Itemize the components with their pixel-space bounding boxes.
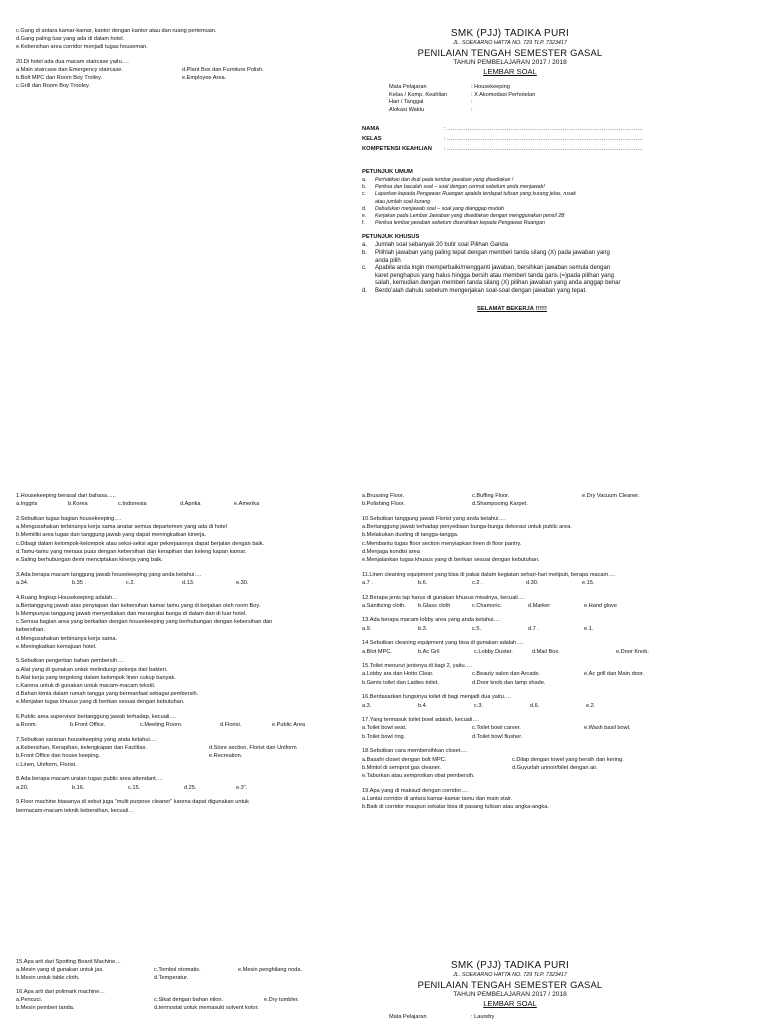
option: c.Semua bagian area yang berkaitan dengan housekeeping yang berhubungan dengan kebersihan dan xyxy=(16,619,273,626)
info-value: : Housekeeping xyxy=(471,84,510,90)
option-row xyxy=(16,1004,346,1012)
option: d.Marker xyxy=(528,602,551,609)
question-stem: 16.Berdasarkan fungsinya toilet di bagi menjadi dua yaitu…. xyxy=(362,694,511,701)
option-row xyxy=(16,82,336,90)
info-key: Alokasi Waktu xyxy=(389,106,425,113)
option: e.1. xyxy=(584,625,594,632)
instruction-item xyxy=(362,199,662,206)
question-stem: 17.Yang termasuk toilet bowl adalah, kecuali…. xyxy=(362,717,480,724)
option: b.Toilet bowl ring. xyxy=(362,733,406,740)
option: a.9. xyxy=(362,625,372,632)
info-value: : X Akomodasi Perhotelan xyxy=(471,91,536,98)
question-stem: 4.Ruang lingkup Housekeeping adalah… xyxy=(16,594,118,601)
identity-key: KOMPETENSI KEAHLIAN xyxy=(362,146,432,152)
question-stem: 10.Sebutkan tanggung jawab Florist yang anda ketahui…. xyxy=(362,515,506,522)
text-line: d.Gang paling luar yang ada di dalam hotel. xyxy=(16,36,125,43)
option: e.Amerika xyxy=(234,501,260,508)
option-row xyxy=(16,784,346,792)
option: c.Sikat dengan bahan nilon. xyxy=(154,996,224,1003)
option: a.Lantai corridor di antara kamar-kamar tamu dan main stair. xyxy=(362,795,513,802)
item-text: Apabila anda ingin memperbaiki/mengganti jawaban, bersihkan jawaban semula dengan karet penghapus yang halus hingga bersih atau memberi tanda garis (=)pada pilihan yang salah, kemudian dengan memberi tanda silang (X) pilihan jawaban yang anda anggap benar xyxy=(375,265,621,287)
question-stem: 5.Sebutkan pengertian bahan pembersih…. xyxy=(16,658,125,665)
option: d.25. xyxy=(184,784,197,791)
option: c.Beauty salon dan Arcade. xyxy=(472,671,541,678)
option-row xyxy=(16,761,346,769)
question-stem: 7.Sebutkan saranan housekeeping yang anda ketahui…. xyxy=(16,737,157,744)
option: b.35 . xyxy=(72,579,86,586)
option: a.Pencuci. xyxy=(16,996,43,1003)
question-stem: 19.Apa yang di maksud dengan corridor…. xyxy=(362,787,469,794)
option: a.Inggris xyxy=(16,501,38,508)
item-marker: c. xyxy=(362,191,367,198)
option: d.30. xyxy=(526,579,539,586)
question xyxy=(362,616,712,632)
item-text: Laporkan kepada Pengawas Ruangan apabila terdapat tulisan yang kurang jelas, rusak xyxy=(375,191,577,198)
option: c.Lobby Duster. xyxy=(474,648,513,655)
item-text: Periksa dan bacalah soal – soal dengan cermat sebelum anda menjawab! xyxy=(375,184,545,191)
option: e.Door Knob. xyxy=(616,648,649,655)
option: b.Front Office dan house keeping. xyxy=(16,753,101,760)
option-row xyxy=(362,764,712,772)
option-row xyxy=(362,625,712,633)
question-stem: 1.Housekeeping berasal dari bahasa….. xyxy=(16,493,116,499)
identity-row xyxy=(362,144,662,154)
exam-title: PENILAIAN TENGAH SEMESTER GASAL xyxy=(417,47,603,58)
option: b.Memiliki area tugas dan tanggung jawab yang dapat meningkatkan kinerja. xyxy=(16,532,206,539)
option: e.Wash basil bowl. xyxy=(584,725,631,732)
subject-info-2 xyxy=(389,1014,629,1022)
instruction-item xyxy=(362,206,662,213)
option: e.Public Area xyxy=(272,722,305,729)
option: c.15. xyxy=(128,784,141,791)
info-row xyxy=(389,84,629,92)
question xyxy=(362,662,712,687)
option: e.2. xyxy=(586,702,596,709)
item-marker: e. xyxy=(362,213,367,220)
instructions xyxy=(362,160,662,312)
option: b.Front Office. xyxy=(70,722,106,729)
question-stem: 18.Sebutkan cara membersihkan closet…. xyxy=(362,748,468,755)
option: b.Alat kerja yang tergolong dalam kelompok linen cukup banyak. xyxy=(16,674,176,681)
text-line: c.Gang di antara kamar-kamar, kantor dengan kantor atau dan ruang pertemuan. xyxy=(16,28,217,34)
item-marker: c. xyxy=(362,265,367,272)
option: c.Dilap dengan towel yang bersih dan kering. xyxy=(512,756,624,763)
option-row xyxy=(16,996,346,1004)
item-text: Periksa lembar jawaban sebelum diserahkan kepada Pengawas Ruangan xyxy=(375,220,545,227)
question-stem: 2.Sebutkan tugas bagian housekeeping…. xyxy=(16,515,122,522)
option: b.Melakukan dusting di tangga-tangga. xyxy=(362,532,459,539)
option: a.3. xyxy=(362,702,372,709)
question-stem: 11.Linen cleaning equipment yang bisa di pakai dalam kegiatan sehari-hari meliputi, berapa macam…. xyxy=(362,571,616,578)
question-stem: 9.Floor machine biasanya di sebut juga “multi purpose cleaner” karena dapat digunakan untuk xyxy=(16,799,249,806)
option: b.3. xyxy=(418,625,428,632)
question xyxy=(16,594,346,651)
questions-left-column xyxy=(16,492,346,821)
option: d.Temperatur. xyxy=(154,975,189,982)
option: d.Mengusahakan terbinanya kerja sama. xyxy=(16,635,118,642)
option: d.7 . xyxy=(528,625,539,632)
top-left-continuation xyxy=(16,27,336,90)
question xyxy=(362,594,712,610)
option: a.Bertanggung jawab terhadap penyediaan bunga-bunga dekorasi untuk public area. xyxy=(362,524,572,531)
option: e.Recreation. xyxy=(209,753,243,760)
option: e.Meningkatkan kemajuan hotel. xyxy=(16,643,97,650)
option: d.6. xyxy=(530,702,540,709)
item-marker: b. xyxy=(362,184,367,191)
info-row xyxy=(389,1014,629,1022)
school-name: SMK (PJJ) TADIKA PURI xyxy=(450,28,570,39)
option: c.Tombol otomatis. xyxy=(154,967,201,974)
instruction-item xyxy=(362,177,662,184)
option: b.Glass cloth xyxy=(418,602,451,609)
option: a.7 . xyxy=(362,579,373,586)
option: b.Polishing Floor. xyxy=(362,501,405,508)
instruction-item xyxy=(362,213,662,220)
option: a.34. xyxy=(16,579,29,586)
option: e.Dry tumbler. xyxy=(264,996,299,1003)
option: d.Mail Box. xyxy=(532,648,560,655)
option-row xyxy=(16,974,346,982)
question-stem: 16.Apa arti dari polimark machine… xyxy=(16,988,105,995)
question-stem: 6.Public area supervisor bertanggung jawab terhadap, kecuali…. xyxy=(16,714,177,721)
identity-row xyxy=(362,134,662,144)
option-row xyxy=(362,724,712,732)
option-row xyxy=(362,579,712,587)
question xyxy=(362,492,712,508)
school-address: JL. SOEKARNO HATTA NO. 729 TLP. 7323417 xyxy=(453,40,567,46)
identity-value: : …………………………………………………………………………………………… xyxy=(444,126,643,132)
option: e.Mesin penghilang noda. xyxy=(238,967,303,974)
academic-year: TAHUN PEMBELAJARAN 2017 / 2018 xyxy=(453,59,567,66)
question xyxy=(362,571,712,587)
item-text: Jumlah soal sebanyak 20 butir soal Pilihan Ganda xyxy=(375,242,509,249)
bottom-left-questions xyxy=(16,958,346,1019)
option: d.Door knob dan lamp shade. xyxy=(472,679,546,686)
info-value: : Laundry xyxy=(471,1014,495,1020)
sheet-title: LEMBAR SOAL xyxy=(483,67,537,76)
sheet-title: LEMBAR SOAL xyxy=(483,999,537,1008)
question xyxy=(16,988,346,1013)
option: c.Meeting Room. xyxy=(140,722,183,729)
option: e.Menjalankan tugas khusus yang di berikan sesuai dengan kebutuhan. xyxy=(362,556,540,563)
option: b.6. xyxy=(418,579,428,586)
option-row xyxy=(16,74,336,82)
option: kebersihan. xyxy=(16,627,45,634)
question-stem-continued: bermacam-macam teknik kebersihan, kecuali… xyxy=(16,807,134,814)
option-row xyxy=(362,756,712,764)
question xyxy=(16,571,346,587)
option-row xyxy=(16,500,346,508)
option: b.Mesin pemberi tanda. xyxy=(16,1005,75,1012)
option: d.Shampooing Karpet. xyxy=(472,501,528,508)
option-row xyxy=(362,500,712,508)
option: b.Gents toilet dan Ladies toilet. xyxy=(362,679,439,686)
question-stem: 15.Apa arti dari Spotting Board Machine… xyxy=(16,959,121,965)
question-stem: 14.Sebutkan cleaning equipment yang bisa di gunakan adalah…. xyxy=(362,640,524,647)
info-key: Mata Pelajaran xyxy=(389,1014,427,1020)
info-value: : xyxy=(471,99,473,106)
option: a.Main staircase dan Emergency staircase. xyxy=(16,66,123,73)
option: b.Korea xyxy=(68,501,88,508)
item-text: atau jumlah soal kurang xyxy=(375,198,431,205)
student-identity xyxy=(362,124,662,154)
question xyxy=(362,693,712,709)
question-stem: 15.Toilet menurut jenisnya di bagi 2, yaitu…. xyxy=(362,663,472,670)
option: c.Chamoric. xyxy=(472,602,502,609)
info-key: Mata Pelajaran xyxy=(389,84,427,90)
identity-value: : …………………………………………………………………………………………… xyxy=(444,146,643,152)
question xyxy=(16,657,346,706)
option-row xyxy=(362,670,712,678)
page-middle xyxy=(0,488,768,928)
option-row xyxy=(16,744,346,752)
question xyxy=(362,787,712,812)
option: d.Florist. xyxy=(220,722,242,729)
option: a.Basahi closet dengan bolt MPC. xyxy=(362,756,447,763)
question-stem: 8.Ada berapa macam uraian tugas public area attendant…. xyxy=(16,776,163,783)
specific-instructions-title: PETUNJUK KHUSUS xyxy=(362,234,420,241)
option: a.Lobby ara dan Hotto Clear. xyxy=(362,671,434,678)
info-row xyxy=(389,99,629,107)
option: a.Room. xyxy=(16,722,38,729)
instruction-item xyxy=(362,250,662,265)
question xyxy=(362,716,712,741)
option: a.Bertanggung jawab atas penyiapan dan kebersihan kamar tamu yang di kerjakan oleh room Boy. xyxy=(16,602,261,609)
option: b.4. xyxy=(418,702,428,709)
option: a.20. xyxy=(16,784,29,791)
option: d.Bahan kimia dalam rumah tangga yang bermanfaat sebagai pembersih. xyxy=(16,691,199,698)
question xyxy=(16,798,346,814)
question-stem: 12.Berapa jenis lap harus di gunakan khusus misalnya, kecuali…. xyxy=(362,594,525,601)
item-marker: d. xyxy=(362,287,368,294)
item-marker: a. xyxy=(362,177,367,183)
option-row xyxy=(362,702,712,710)
info-key: Kelas / Komp. Keahlian xyxy=(389,91,448,98)
option: a.Sanitizing cloth. xyxy=(362,602,406,609)
instruction-item xyxy=(362,191,662,198)
option: c.Indonesia xyxy=(118,501,147,508)
item-marker: d. xyxy=(362,205,367,212)
item-text: Berdo’alah dahulu sebelum mengerjakan soal-soal dengan jawaban yang tepat. xyxy=(375,287,587,294)
option: e.Menjalan tugas khusus yang di berikan sesuai dengan kebutuhan. xyxy=(16,699,185,706)
option-row xyxy=(16,66,336,74)
item-text: Dahulukan menjawab soal – soal yang dianggap mudah xyxy=(375,205,504,212)
option: d.Plant Box dan Furniture Polish. xyxy=(182,66,264,73)
general-instructions-title: PETUNJUK UMUM xyxy=(362,169,413,175)
option: d.Guyurlah urinoir/bilet dengan air. xyxy=(512,764,598,771)
instruction-item xyxy=(362,288,662,296)
identity-row xyxy=(362,124,662,134)
option: e.15. xyxy=(582,579,595,586)
question xyxy=(362,515,712,564)
item-marker xyxy=(362,199,375,206)
option: b.Mesin untuk table cloth. xyxy=(16,975,80,982)
option-row xyxy=(362,733,712,741)
option: e.Employee Area. xyxy=(182,75,227,82)
option: b.Mintol di semprot gas cleaner. xyxy=(362,764,441,771)
page-top xyxy=(0,0,768,460)
option: c.Toilet bowl carver. xyxy=(472,725,521,732)
option: e.Saling berhubungan demi menciptakan kinerja yang baik. xyxy=(16,556,163,563)
option: d.Tamu-tamu yang merasa puas dengan kebersihan dan kerapihan dan keleng kapan kamar. xyxy=(16,548,247,555)
option: a.Mesin yang di gunakan untuk jas. xyxy=(16,967,104,974)
question xyxy=(16,958,346,983)
item-marker: f. xyxy=(362,220,365,227)
option: a.Blot MPC. xyxy=(362,648,392,655)
option-row xyxy=(362,648,712,656)
option: c.Grill dan Room Boy Trooley. xyxy=(16,83,90,90)
question xyxy=(362,639,712,655)
identity-value: : …………………………………………………………………………………………… xyxy=(444,136,643,142)
item-text: Pilihlah jawaban yang paling tepat dengan memberi tanda silang (X) pada jawaban yang anda pilih xyxy=(375,250,610,264)
school-address: JL. SOEKARNO HATTA NO. 729 TLP. 7323417 xyxy=(453,972,567,978)
option: d.13. xyxy=(182,579,195,586)
closing-note: SELAMAT BEKERJA !!!!!! xyxy=(477,305,547,312)
question-stem: 3.Ada berapa macam tanggung jawab housekeeping yang anda ketahui…. xyxy=(16,571,202,578)
option: b.Mempunyai tanggung jawab menyediakan dan merangkai bunga di dalam dan di luar hotel. xyxy=(16,610,247,617)
option: c.Buffing Floor. xyxy=(472,493,510,499)
exam-title: PENILAIAN TENGAH SEMESTER GASAL xyxy=(417,979,603,990)
option-row xyxy=(362,772,712,780)
subject-info xyxy=(389,84,629,114)
option-row xyxy=(362,602,712,610)
option: c.5. xyxy=(472,625,482,632)
option: c.2 . xyxy=(472,579,483,586)
instruction-item xyxy=(362,184,662,191)
option: e.Dry Vacuum Cleaner. xyxy=(582,493,640,499)
instruction-item xyxy=(362,265,662,288)
exam-header xyxy=(410,28,610,76)
option: d.termostat untuk memasuki solvent kotor. xyxy=(154,1005,259,1012)
question xyxy=(16,492,346,508)
option: c.Membantu tugas floor section menyiapkan linen di floor pantry. xyxy=(362,540,522,547)
school-name: SMK (PJJ) TADIKA PURI xyxy=(450,960,570,971)
option: e.Taburkan atau semprotkan obat pembersih. xyxy=(362,772,475,779)
option: d.Menjaga kondisi area xyxy=(362,548,420,555)
item-marker: a. xyxy=(362,242,368,249)
option: d.Aprika xyxy=(180,501,201,508)
info-row xyxy=(389,92,629,100)
option-row xyxy=(16,721,346,729)
option: a.Alat yang di gunakan untuk melindungi pekerja dari bakteri. xyxy=(16,666,168,673)
option: b.16. xyxy=(72,784,85,791)
page-bottom xyxy=(0,956,768,1024)
option: e.3”. xyxy=(236,784,248,791)
option-row xyxy=(362,492,712,500)
info-row xyxy=(389,107,629,115)
question xyxy=(362,747,712,780)
option: a.Brussing Floor. xyxy=(362,493,404,499)
exam-header-2 xyxy=(410,960,610,1008)
option-row xyxy=(16,966,346,974)
identity-key: NAMA xyxy=(362,126,380,132)
option: e.Hand glove xyxy=(584,602,617,609)
option: c.Linen, Uniform, Florist. xyxy=(16,761,77,768)
item-text: Kerjakan pada Lembar Jawaban yang disediakan dengan menggunakan pensil 2B xyxy=(375,213,565,220)
option-row xyxy=(16,752,346,760)
info-value: : xyxy=(471,106,473,113)
option-row xyxy=(16,579,346,587)
option: e.Ac grill dan Main door. xyxy=(584,671,645,678)
option: c.2. xyxy=(126,579,136,586)
question xyxy=(16,775,346,791)
academic-year: TAHUN PEMBELAJARAN 2017 / 2018 xyxy=(453,991,567,998)
option: b.Ac Gril xyxy=(418,648,440,655)
option: d.Toilet bowl flusher. xyxy=(472,733,523,740)
option: b.Baik di corridor maupun sekatar bisa di pasang tulisan atau angka-angka. xyxy=(362,804,549,811)
option: a.Toilet bowl seat. xyxy=(362,725,407,732)
question-stem: 20.Di hotel ada dua macam staircase yaitu…. xyxy=(16,58,129,65)
info-key: Hari / Tanggal xyxy=(389,99,424,106)
option: e.30. xyxy=(236,579,249,586)
question xyxy=(16,713,346,729)
option: d.Store section, Florist dan Uniform xyxy=(209,745,297,752)
option: b.Bolt MPC dan Room Boy Trolley. xyxy=(16,75,103,82)
item-text: Perhatikan dan ikuti pada lembar jawaban yang disediakan ! xyxy=(375,177,514,183)
option: c.Dibagi dalam kelompok-kelompok atau seksi-seksi agar pekerjaannya dapat berjalan dengan baik. xyxy=(16,540,265,547)
item-marker: b. xyxy=(362,250,368,257)
question xyxy=(16,736,346,769)
instruction-item xyxy=(362,242,662,250)
text-line: e.Kebersihan area corridor menjadi tugas houseman. xyxy=(16,44,148,51)
option: a.Mengusahakan terbinanya kerja sama anatar semua departemen yang ada di hotel xyxy=(16,524,227,531)
instruction-item xyxy=(362,220,662,227)
option: a.Kebersihan, Kerapihan, kelengkapan dan Facilitas. xyxy=(16,745,147,752)
question-stem: 13.Ada berapa macam lobby area yang anda ketahui…. xyxy=(362,617,501,624)
option: c.3. xyxy=(474,702,484,709)
identity-key: KELAS xyxy=(362,136,382,142)
question xyxy=(16,515,346,564)
option-row xyxy=(362,679,712,687)
option: c.Karena untuk di gunakan untuk macam-macam tekstil. xyxy=(16,683,156,690)
questions-right-column xyxy=(362,492,712,818)
